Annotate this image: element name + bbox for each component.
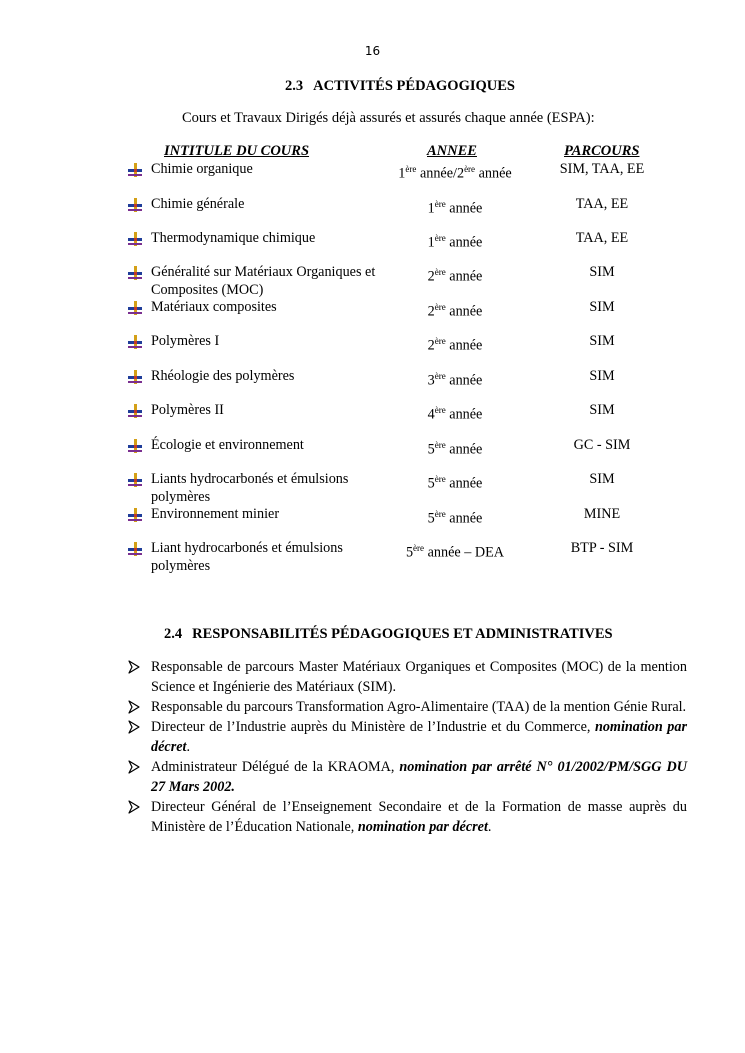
course-row (0, 539, 745, 579)
section-2-4-title: RESPONSABILITÉS PÉDAGOGIQUES ET ADMINISTRATIVES (192, 626, 613, 642)
course-title: Environnement minier (151, 506, 280, 522)
bullet-icon (127, 438, 143, 454)
course-title: Liants hydrocarbonés et émulsions polymères (151, 471, 349, 505)
section-2-4-number: 2.4 (164, 626, 183, 642)
course-annee: 2ère année (427, 302, 483, 320)
course-parcours: SIM (589, 368, 615, 384)
course-annee: 5ère année (427, 440, 483, 458)
course-annee: 1ère année (427, 199, 483, 217)
page-number: 16 (364, 44, 381, 58)
course-title: Polymères I (151, 333, 220, 349)
section-2-3-heading (0, 78, 745, 95)
course-parcours: SIM (589, 299, 615, 315)
bullet-icon (127, 334, 143, 350)
course-annee: 2ère année (427, 267, 483, 285)
bullet-icon (127, 541, 143, 557)
section-2-4-heading (164, 626, 613, 643)
arrow-bullet-icon (127, 660, 141, 674)
course-annee: 5ère année (427, 509, 483, 527)
bullet-icon (127, 197, 143, 213)
course-title: Chimie générale (151, 196, 245, 212)
course-parcours: TAA, EE (575, 230, 629, 246)
course-parcours: MINE (583, 506, 621, 522)
bullet-icon (127, 507, 143, 523)
course-parcours: SIM (589, 402, 615, 418)
course-title: Liant hydrocarbonés et émulsions polymères (151, 540, 343, 574)
course-title: Matériaux composites (151, 299, 277, 315)
responsibility-item: Administrateur Délégué de la KRAOMA, nomination par arrêté N° 01/2002/PM/SGG DU 27 Mars 2002. (127, 757, 687, 797)
course-parcours: SIM (589, 264, 615, 280)
course-annee: 2ère année (427, 336, 483, 354)
course-parcours: BTP - SIM (570, 540, 634, 556)
arrow-bullet-icon (127, 720, 141, 734)
responsibilities-list (127, 657, 687, 837)
course-row (0, 160, 745, 200)
arrow-bullet-icon (127, 800, 141, 814)
bullet-icon (127, 162, 143, 178)
course-title: Thermodynamique chimique (151, 230, 316, 246)
course-parcours: SIM, TAA, EE (559, 161, 645, 177)
course-row (0, 470, 745, 510)
section-2-3-title: ACTIVITÉS PÉDAGOGIQUES (313, 78, 515, 94)
course-parcours: SIM (589, 333, 615, 349)
course-row (0, 332, 745, 372)
course-annee: 1ère année/2ère année (398, 164, 512, 182)
section-2-3-intro: Cours et Travaux Dirigés déjà assurés et assurés chaque année (ESPA): (182, 110, 595, 126)
responsibility-item: Directeur de l’Industrie auprès du Ministère de l’Industrie et du Commerce, nomination par décret. (127, 717, 687, 757)
course-title: Polymères II (151, 402, 224, 418)
course-annee: 5ère année (427, 474, 483, 492)
course-annee: 4ère année (427, 405, 483, 423)
arrow-bullet-icon (127, 760, 141, 774)
course-row (0, 401, 745, 441)
course-parcours: SIM (589, 471, 615, 487)
responsibility-item: Responsable de parcours Master Matériaux Organiques et Composites (MOC) de la mention Science et Ingénierie des Matériaux (SIM). (127, 657, 687, 697)
course-parcours: TAA, EE (575, 196, 629, 212)
course-annee: 5ère année – DEA (405, 543, 505, 561)
section-2-3-number: 2.3 (285, 78, 304, 94)
course-annee: 3ère année (427, 371, 483, 389)
column-header-course: INTITULE DU COURS (164, 143, 310, 159)
bullet-icon (127, 231, 143, 247)
course-parcours: GC - SIM (573, 437, 631, 453)
bullet-icon (127, 369, 143, 385)
bullet-icon (127, 472, 143, 488)
course-title: Chimie organique (151, 161, 253, 177)
bullet-icon (127, 300, 143, 316)
course-row (0, 263, 745, 303)
column-header-annee: ANNEE (427, 143, 477, 159)
bullet-icon (127, 403, 143, 419)
bullet-icon (127, 265, 143, 281)
course-title: Écologie et environnement (151, 437, 304, 453)
course-title: Généralité sur Matériaux Organiques et Composites (MOC) (151, 264, 376, 298)
column-header-parcours: PARCOURS (564, 143, 640, 159)
responsibility-item: Directeur Général de l’Enseignement Secondaire et de la Formation de masse auprès du Ministère de l’Éducation Nationale, nomination par décret. (127, 797, 687, 837)
course-annee: 1ère année (427, 233, 483, 251)
responsibility-item: Responsable du parcours Transformation Agro-Alimentaire (TAA) de la mention Génie Rural. (127, 697, 687, 717)
course-title: Rhéologie des polymères (151, 368, 295, 384)
arrow-bullet-icon (127, 700, 141, 714)
